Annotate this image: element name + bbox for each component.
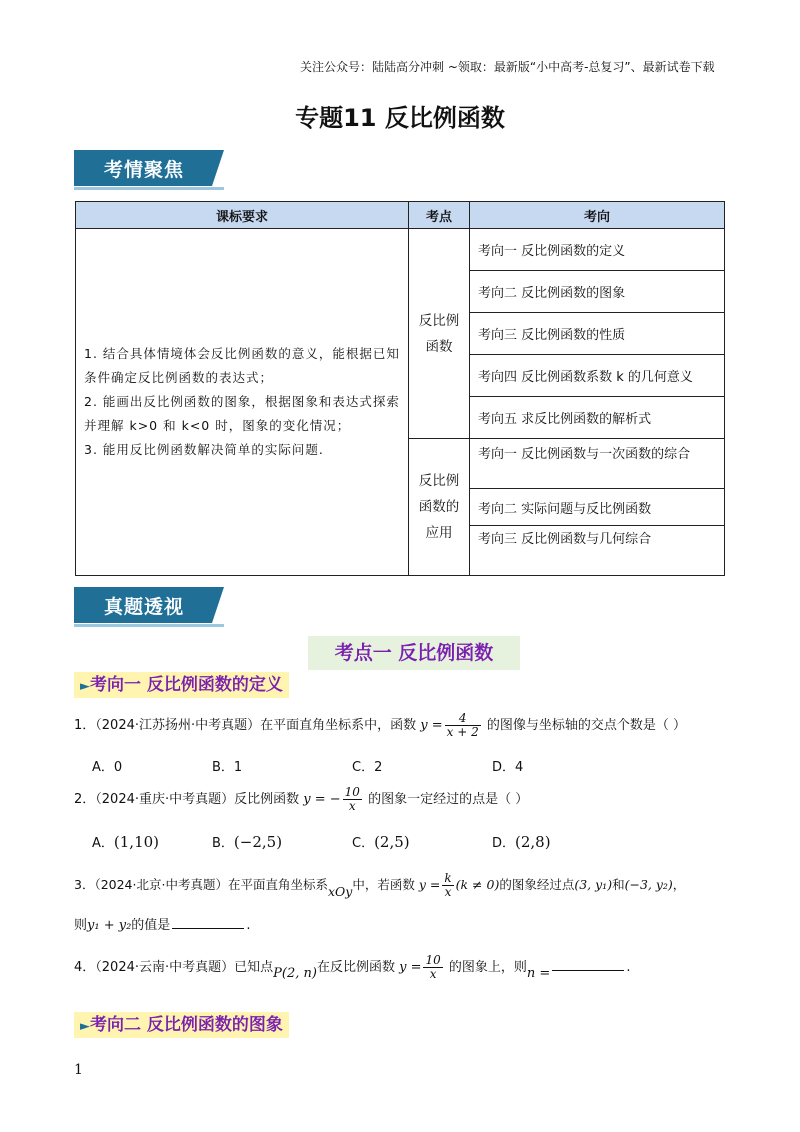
requirement-item: 3. 能用反比例函数解决简单的实际问题. [84, 442, 324, 457]
q1-option-a: A．0 [92, 760, 123, 775]
header-note: 关注公众号：陆陆高分冲刺 ~领取：最新版“小中高考-总复习”、最新试卷下载 [300, 60, 715, 74]
fraction: $\frac{10}{x}$ [425, 953, 441, 981]
requirement-item: 1. 结合具体情境体会反比例函数的意义，能根据已知条件确定反比例函数的表达式； [84, 346, 400, 385]
fraction: $\frac{4}{x + 2}$ [446, 711, 479, 739]
table-header-standard: 课标要求 [76, 202, 409, 229]
point-cell-2: 反比例函数的应用 [409, 439, 470, 576]
table-header-point: 考点 [409, 202, 470, 229]
table-header-direction: 考向 [470, 202, 725, 229]
question-3: 3．（2024·北京·中考真题）在平面直角坐标系xOy中，若函数 y = $\frac{k}{x}$ (k ≠ 0)的图象经过点(3, y₁)和(−3, y₂)， [74, 871, 686, 899]
fraction: $\frac{10}{x}$ [344, 785, 360, 813]
answer-blank[interactable] [172, 914, 244, 929]
direction-cell: 考向三 反比例函数与几何综合 [470, 526, 725, 576]
direction-cell: 考向三 反比例函数的性质 [470, 313, 725, 355]
direction-cell: 考向五 求反比例函数的解析式 [470, 397, 725, 439]
triangle-arrow-icon: ► [80, 1019, 90, 1034]
q2-option-c: C．(2,5) [352, 833, 410, 851]
direction-heading-1: ►考向一 反比例函数的定义 [74, 672, 289, 698]
q1-option-c: C．2 [352, 760, 383, 775]
direction-cell: 考向一 反比例函数的定义 [470, 229, 725, 271]
triangle-arrow-icon: ► [80, 679, 90, 694]
section-banner-label: 真题透视 [104, 596, 185, 618]
direction-cell: 考向四 反比例函数系数 k 的几何意义 [470, 355, 725, 397]
q2-option-d: D．(2,8) [492, 833, 551, 851]
direction-cell: 考向一 反比例函数与一次函数的综合 [470, 439, 725, 489]
direction-cell: 考向二 反比例函数的图象 [470, 271, 725, 313]
q2-option-a: A．(1,10) [92, 833, 160, 851]
point-heading: 考点一 反比例函数 [308, 636, 520, 670]
answer-blank[interactable] [552, 956, 624, 971]
requirement-item: 2. 能画出反比例函数的图象，根据图象和表达式探索并理解 k>0 和 k<0 时，图象的变化情况； [84, 394, 400, 433]
direction-heading-2: ►考向二 反比例函数的图象 [74, 1012, 289, 1038]
question-1: 1．（2024·江苏扬州·中考真题）在平面直角坐标系中，函数 y = $\frac{4}{x + 2}$ 的图像与坐标轴的交点个数是（ ） [74, 711, 687, 739]
point-cell-1: 反比例函数 [409, 229, 470, 439]
question-4: 4．（2024·云南·中考真题）已知点P(2, n)在反比例函数 y = $\frac{10}{x}$ 的图象上，则n = . [74, 953, 631, 981]
requirements-cell [76, 229, 409, 576]
section-banner-exam-focus [74, 150, 224, 190]
section-banner-real-exams [74, 587, 224, 627]
section-banner-label: 考情聚焦 [104, 159, 185, 181]
question-3-line-2: 则y₁ + y₂的值是 . [74, 914, 250, 937]
direction-cell: 考向二 实际问题与反比例函数 [470, 489, 725, 526]
q2-option-b: B．(−2,5) [212, 833, 283, 851]
fraction: $\frac{k}{x}$ [444, 871, 452, 899]
requirements-table [75, 201, 725, 576]
question-2: 2．（2024·重庆·中考真题）反比例函数 y = − $\frac{10}{x}$ 的图象一定经过的点是（ ） [74, 785, 529, 813]
q1-option-d: D．4 [492, 760, 524, 775]
q1-option-b: B．1 [212, 760, 243, 775]
page-number: 1 [74, 1062, 83, 1078]
page-title: 专题11 反比例函数 [295, 104, 505, 132]
